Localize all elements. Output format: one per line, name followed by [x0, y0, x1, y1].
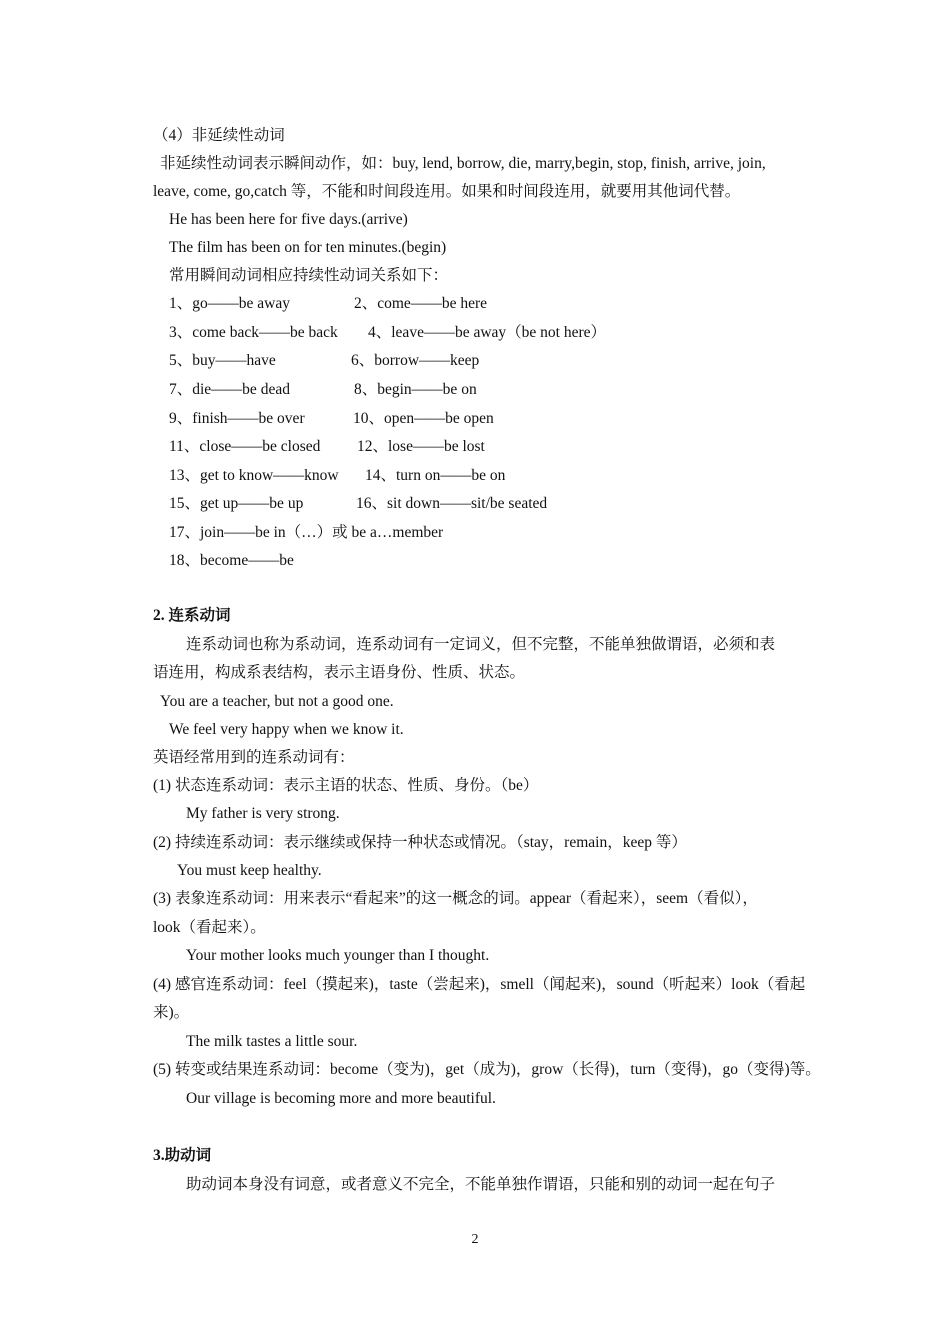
list-item: 5、buy——have: [169, 352, 276, 369]
example-sentence: We feel very happy when we know it.: [169, 721, 404, 738]
list-item: 14、turn on——be on: [365, 467, 506, 484]
list-item: 11、close——be closed: [169, 438, 321, 455]
list-item: 2、come——be here: [354, 295, 487, 312]
example-sentence: My father is very strong.: [186, 805, 340, 822]
list-item: 17、join——be in（…）或 be a…member: [169, 524, 444, 541]
list-item: 10、open——be open: [353, 410, 494, 427]
type-item: (5) 转变或结果连系动词：become（变为)，get（成为)，grow（长得)，turn（变得)，go（变得)等。: [153, 1061, 821, 1078]
type-item: (3) 表象连系动词：用来表示“看起来”的这一概念的词。appear（看起来），seem（看似），: [153, 890, 758, 907]
section-heading: 3.助动词: [153, 1147, 212, 1164]
list-item: 1、go——be away: [169, 295, 290, 312]
paragraph-line: leave, come, go,catch 等，不能和时间段连用。如果和时间段连用，就要用其他词代替。: [153, 183, 741, 200]
type-item: (4) 感官连系动词：feel（摸起来)，taste（尝起来)，smell（闻起来)，sound（听起来）look（看起: [153, 976, 806, 993]
paragraph-line: 英语经常用到的连系动词有：: [153, 749, 355, 766]
example-sentence: Our village is becoming more and more beautiful.: [186, 1090, 496, 1107]
section-heading: 2. 连系动词: [153, 607, 231, 624]
example-sentence: The film has been on for ten minutes.(begin): [169, 239, 447, 256]
list-item: 18、become——be: [169, 552, 294, 569]
type-item: (1) 状态连系动词：表示主语的状态、性质、身份。（be）: [153, 777, 539, 794]
list-title: 常用瞬间动词相应持续性动词关系如下：: [169, 267, 449, 284]
paragraph-line: 连系动词也称为系动词，连系动词有一定词义，但不完整，不能单独做谓语，必须和表: [186, 636, 776, 653]
example-sentence: Your mother looks much younger than I thought.: [186, 947, 490, 964]
page-number: 2: [471, 1232, 479, 1247]
section-heading: （4）非延续性动词: [153, 127, 285, 144]
example-sentence: You are a teacher, but not a good one.: [160, 693, 394, 710]
example-sentence: The milk tastes a little sour.: [186, 1033, 358, 1050]
example-sentence: You must keep healthy.: [177, 862, 322, 879]
type-item: (2) 持续连系动词：表示继续或保持一种状态或情况。（stay，remain，keep 等）: [153, 834, 687, 851]
type-item-continued: look（看起来）。: [153, 919, 266, 936]
list-item: 7、die——be dead: [169, 381, 290, 398]
list-item: 6、borrow——keep: [351, 352, 480, 369]
list-item: 8、begin——be on: [354, 381, 477, 398]
list-item: 12、lose——be lost: [357, 438, 485, 455]
list-item: 9、finish——be over: [169, 410, 305, 427]
list-item: 13、get to know——know: [169, 467, 339, 484]
example-sentence: He has been here for five days.(arrive): [169, 211, 408, 228]
list-item: 3、come back——be back: [169, 324, 338, 341]
list-item: 4、leave——be away（be not here）: [368, 324, 607, 341]
list-item: 16、sit down——sit/be seated: [356, 495, 548, 512]
list-item: 15、get up——be up: [169, 495, 304, 512]
paragraph-line: 助动词本身没有词意，或者意义不完全，不能单独作谓语，只能和别的动词一起在句子: [186, 1176, 776, 1193]
paragraph-line: 语连用，构成系表结构，表示主语身份、性质、状态。: [153, 664, 526, 681]
type-item-continued: 来)。: [153, 1004, 190, 1021]
paragraph-line: 非延续性动词表示瞬间动作，如：buy, lend, borrow, die, marry,begin, stop, finish, arrive, join,: [160, 155, 766, 172]
